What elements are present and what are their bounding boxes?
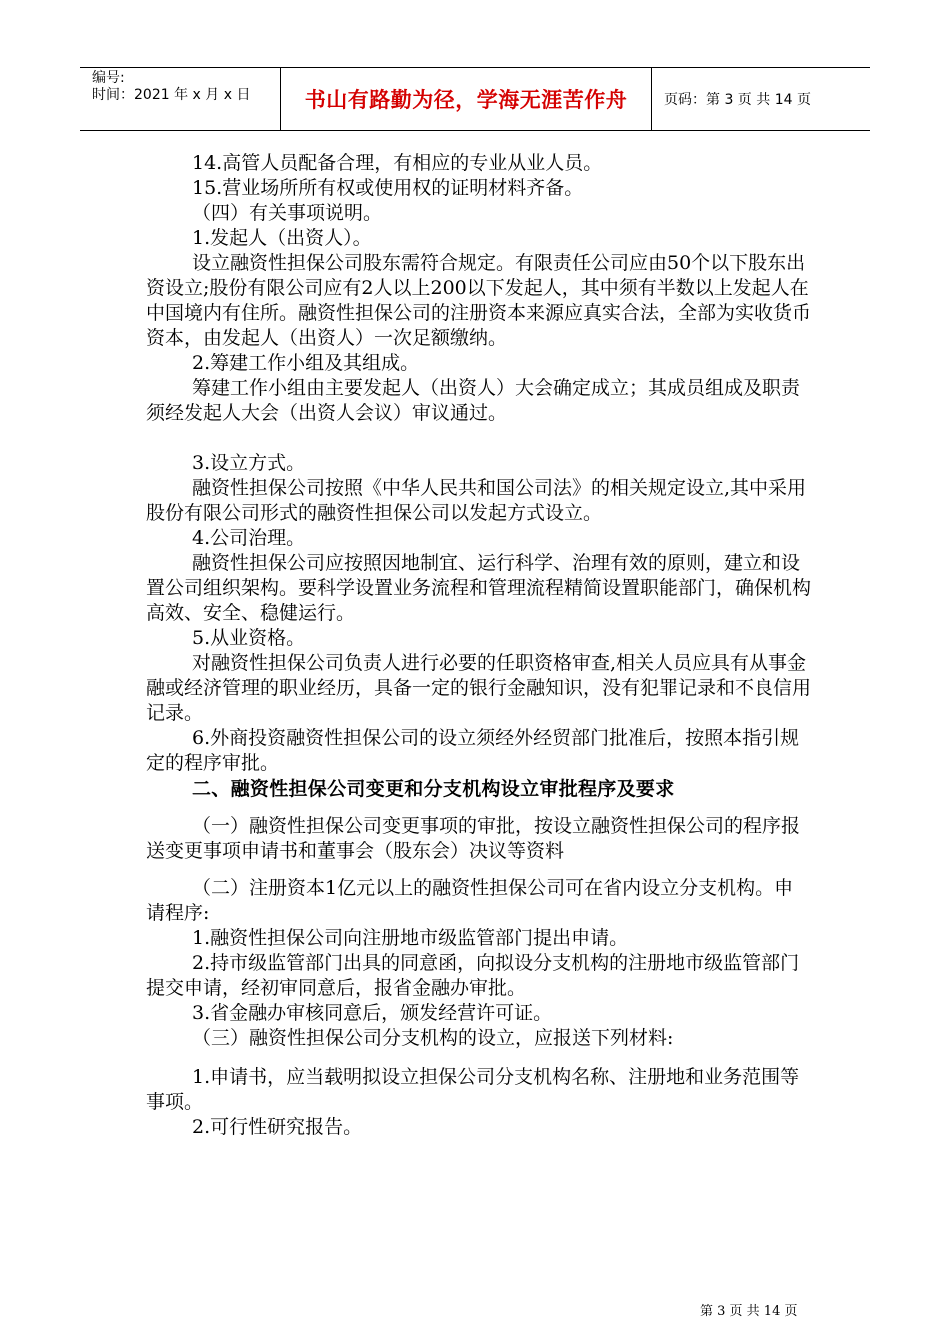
paragraph: 14.高管人员配备合理，有相应的专业从业人员。 xyxy=(192,152,603,174)
paragraph: 融资性担保公司按照《中华人民共和国公司法》的相关规定设立,其中采用股份有限公司形式的融资性担保公司以发起方式设立。 xyxy=(146,477,807,524)
code-label: 编号: xyxy=(92,70,125,86)
header-motto: 书山有路勤为径，学海无涯苦作舟 xyxy=(281,68,652,130)
paragraph: 筹建工作小组由主要发起人（出资人）大会确定成立；其成员组成及职责须经发起人大会（出资人会议）审议通过。 xyxy=(146,377,801,424)
page-footer: 第 3 页 共 14 页 xyxy=(700,1304,798,1319)
paragraph: 6.外商投资融资性担保公司的设立须经外经贸部门批准后，按照本指引规定的程序审批。 xyxy=(146,727,800,774)
header-page-number: 页码：第 3 页 共 14 页 xyxy=(664,92,811,108)
paragraph: 15.营业场所所有权或使用权的证明材料齐备。 xyxy=(192,177,584,199)
paragraph: 2.可行性研究报告。 xyxy=(192,1116,363,1138)
paragraph: （四）有关事项说明。 xyxy=(192,202,383,224)
paragraph: （三）融资性担保公司分支机构的设立，应报送下列材料: xyxy=(192,1027,674,1049)
paragraph: 3.设立方式。 xyxy=(192,452,306,474)
paragraph: （一）融资性担保公司变更事项的审批，按设立融资性担保公司的程序报送变更事项申请书和董事会（股东会）决议等资料 xyxy=(146,815,801,862)
paragraph: 1.融资性担保公司向注册地市级监管部门提出申请。 xyxy=(192,927,629,949)
paragraph: 2.持市级监管部门出具的同意函，向拟设分支机构的注册地市级监管部门提交申请，经初审同意后，报省金融办审批。 xyxy=(146,952,800,999)
paragraph: 5.从业资格。 xyxy=(192,627,306,649)
paragraph: 1.申请书，应当载明拟设立担保公司分支机构名称、注册地和业务范围等事项。 xyxy=(146,1066,800,1113)
time-label: 时间：2021 年 x 月 x 日 xyxy=(92,87,251,103)
document-body xyxy=(146,151,811,1140)
paragraph: 3.省金融办审核同意后，颁发经营许可证。 xyxy=(192,1002,553,1024)
section-heading: 二、融资性担保公司变更和分支机构设立审批程序及要求 xyxy=(192,778,675,800)
paragraph: 对融资性担保公司负责人进行必要的任职资格审查,相关人员应具有从事金融或经济管理的职业经历，具备一定的银行金融知识，没有犯罪记录和不良信用记录。 xyxy=(146,652,812,724)
paragraph: 2.筹建工作小组及其组成。 xyxy=(192,352,420,374)
paragraph: 设立融资性担保公司股东需符合规定。有限责任公司应由50个以下股东出资设立;股份有限公司应有2人以上200以下发起人，其中须有半数以上发起人在中国境内有住所。融资性担保公司的注册资本来源应真实合法，全部为实收货币资本，由发起人（出资人）一次足额缴纳。 xyxy=(146,252,812,349)
header-meta xyxy=(80,68,281,130)
page-header xyxy=(80,67,870,131)
paragraph: 融资性担保公司应按照因地制宜、运行科学、治理有效的原则，建立和设置公司组织架构。要科学设置业务流程和管理流程精简设置职能部门，确保机构高效、安全、稳健运行。 xyxy=(146,552,812,624)
paragraph: 4.公司治理。 xyxy=(192,527,306,549)
paragraph: （二）注册资本1亿元以上的融资性担保公司可在省内设立分支机构。申请程序: xyxy=(146,877,794,924)
paragraph: 1.发起人（出资人）。 xyxy=(192,227,372,249)
